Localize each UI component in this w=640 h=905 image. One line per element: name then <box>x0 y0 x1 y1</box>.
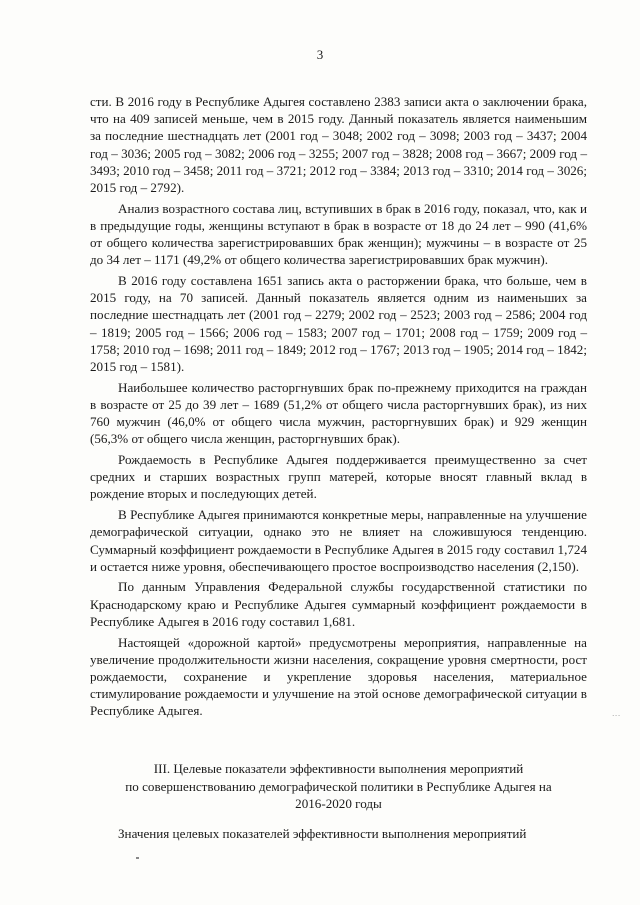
section-heading <box>90 760 587 813</box>
paragraph-marriages: сти. В 2016 году в Республике Адыгея составлено 2383 записи акта о заключении брака, что на 409 записей меньше, чем в 2015 году. Данный показатель является наименьшим за последние шестнадцать лет (2001 год – 3048; 2002 год – 3098; 2003 год – 3437; 2004 год – 3036; 2005 год – 3082; 2006 год – 3255; 2007 год – 3828; 2008 год – 3667; 2009 год – 3493; 2010 год – 3458; 2011 год – 3721; 2012 год – 3384; 2013 год – 3310; 2014 год – 3026; 2015 год – 2792). <box>90 94 587 196</box>
scan-speck-mark: · · · <box>612 712 621 720</box>
page-number: 3 <box>316 47 324 62</box>
paragraph-marriage-age: Анализ возрастного состава лиц, вступивших в брак в 2016 году, показал, что, как и в предыдущие годы, женщины вступают в брак в возрасте от 18 до 24 лет – 990 (41,6% от общего количества зарегистрировавших брак женщин); мужчины – в возрасте от 25 до 34 лет – 1171 (49,2% от общего количества зарегистрировавших брак мужчин). <box>90 200 587 268</box>
scan-speck-dot <box>136 857 139 859</box>
paragraph-measures: В Республике Адыгея принимаются конкретные меры, направленные на улучшение демографической ситуации, однако это не влияет на сложившуюся тенденцию. Суммарный коэффициент рождаемости в Республике Адыгея в 2015 году составил 1,724 и остается ниже уровня, обеспечивающего простое воспроизводство населения (2,150). <box>90 507 587 574</box>
paragraph-roadmap: Настоящей «дорожной картой» предусмотрены мероприятия, направленные на увеличение продолжительности жизни населения, сокращение уровня смертности, рост рождаемости, сохранение и укрепление здоровья населения, материальное стимулирование рождаемости и улучшение на этой основе демографической ситуации в Республике Адыгея. <box>90 634 587 719</box>
indicators-intro-line: Значения целевых показателей эффективности выполнения мероприятий <box>118 826 527 841</box>
paragraph-divorces: В 2016 году составлена 1651 запись акта о расторжении брака, что больше, чем в 2015 году, на 70 записей. Данный показатель является одним из наименьших за последние шестнадцать лет (2001 год – 2279; 2002 год – 2523; 2003 год – 2586; 2004 год – 1819; 2005 год – 1566; 2006 год – 1583; 2007 год – 1701; 2008 год – 1759; 2009 год – 1758; 2010 год – 1698; 2011 год – 1849; 2012 год – 1767; 2013 год – 1905; 2014 год – 1842; 2015 год – 1581). <box>90 273 587 375</box>
section-heading-line-3: 2016-2020 годы <box>295 796 382 811</box>
paragraph-statistics: По данным Управления Федеральной службы государственной статистики по Краснодарскому краю и Республике Адыгея суммарный коэффициент рождаемости в Республике Адыгея в 2016 году составил 1,681. <box>90 579 587 629</box>
section-heading-line-2: по совершенствованию демографической политики в Республике Адыгея на <box>125 778 552 794</box>
body-text <box>90 93 587 723</box>
paragraph-birth-rate: Рождаемость в Республике Адыгея поддерживается преимущественно за счет средних и старших возрастных групп матерей, которые вносят главный вклад в рождение вторых и последующих детей. <box>90 452 587 502</box>
section-heading-line-1: III. Целевые показатели эффективности выполнения мероприятий <box>153 761 524 776</box>
paragraph-divorce-age: Наибольшее количество расторгнувших брак по-прежнему приходится на граждан в возрасте от 25 до 39 лет – 1689 (51,2% от общего числа расторгнувших брак), из них 760 мужчин (46,0% от общего числа мужчин, расторгнувших брак) и 929 женщин (56,3% от общего числа женщин, расторгнувших брак). <box>90 379 587 447</box>
